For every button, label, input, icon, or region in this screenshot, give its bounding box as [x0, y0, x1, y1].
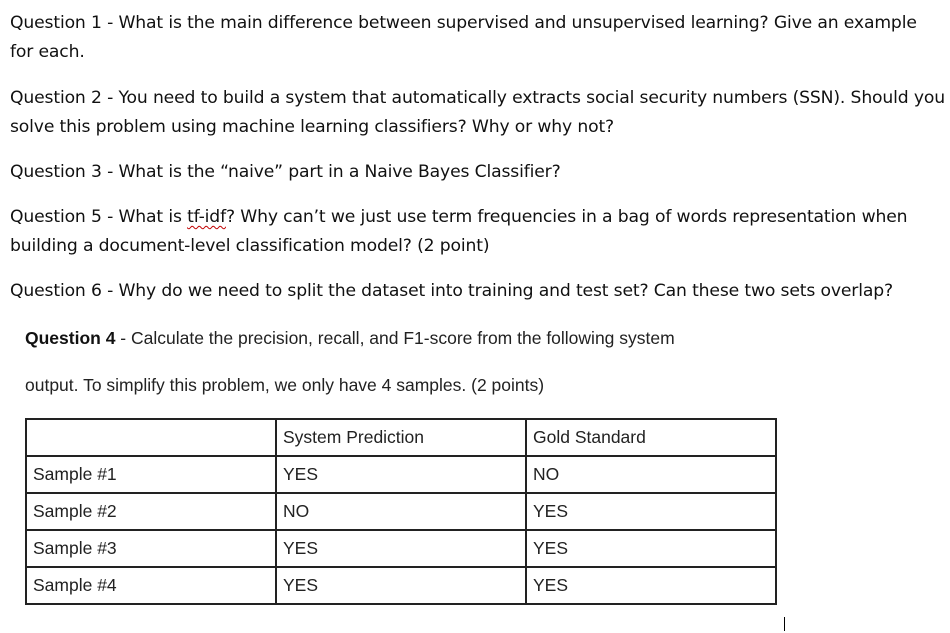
sample-name-cell: Sample #1: [26, 456, 276, 493]
prediction-cell: YES: [276, 530, 526, 567]
question-5-end: ? Why can’t we just use term frequencies in a bag of words representation when building a document-level classification model? (2 point): [10, 207, 908, 256]
question-5-start: Question 5 - What is: [10, 207, 188, 227]
gold-cell: YES: [526, 567, 776, 604]
header-cell-gold-standard: Gold Standard: [526, 419, 776, 456]
question-6: Question 6 - Why do we need to split the dataset into training and test set? Can these two sets overlap?: [10, 281, 893, 301]
table-row: [26, 530, 776, 567]
question-3: Question 3 - What is the “naive” part in a Naive Bayes Classifier?: [10, 162, 561, 182]
table-row: [26, 567, 776, 604]
table-row: [26, 456, 776, 493]
question-4-label: Question 4: [25, 328, 116, 348]
question-1: Question 1 - What is the main difference between supervised and unsupervised learning? Give an example for each.: [10, 13, 917, 62]
sample-name-cell: Sample #2: [26, 493, 276, 530]
prediction-cell: YES: [276, 567, 526, 604]
question-5: [10, 203, 945, 261]
sample-name-cell: Sample #4: [26, 567, 276, 604]
question-4-text: - Calculate the precision, recall, and F1-score from the following system: [115, 328, 675, 348]
table-header-row: [26, 419, 776, 456]
spellcheck-term: tf-idf: [187, 207, 226, 227]
question-4-line-1: [25, 328, 785, 349]
gold-cell: YES: [526, 530, 776, 567]
text-cursor: [784, 617, 785, 631]
prediction-cell: NO: [276, 493, 526, 530]
gold-cell: NO: [526, 456, 776, 493]
table-row: [26, 493, 776, 530]
header-cell-system-prediction: System Prediction: [276, 419, 526, 456]
prediction-cell: YES: [276, 456, 526, 493]
gold-cell: YES: [526, 493, 776, 530]
samples-table: [25, 418, 777, 605]
sample-name-cell: Sample #3: [26, 530, 276, 567]
question-2: Question 2 - You need to build a system that automatically extracts social security numbers (SSN). Should you solve this problem using machine learning classifiers? Why or why not?: [10, 88, 945, 137]
header-cell-empty: [26, 419, 276, 456]
question-4-line-2: output. To simplify this problem, we only have 4 samples. (2 points): [25, 375, 545, 395]
